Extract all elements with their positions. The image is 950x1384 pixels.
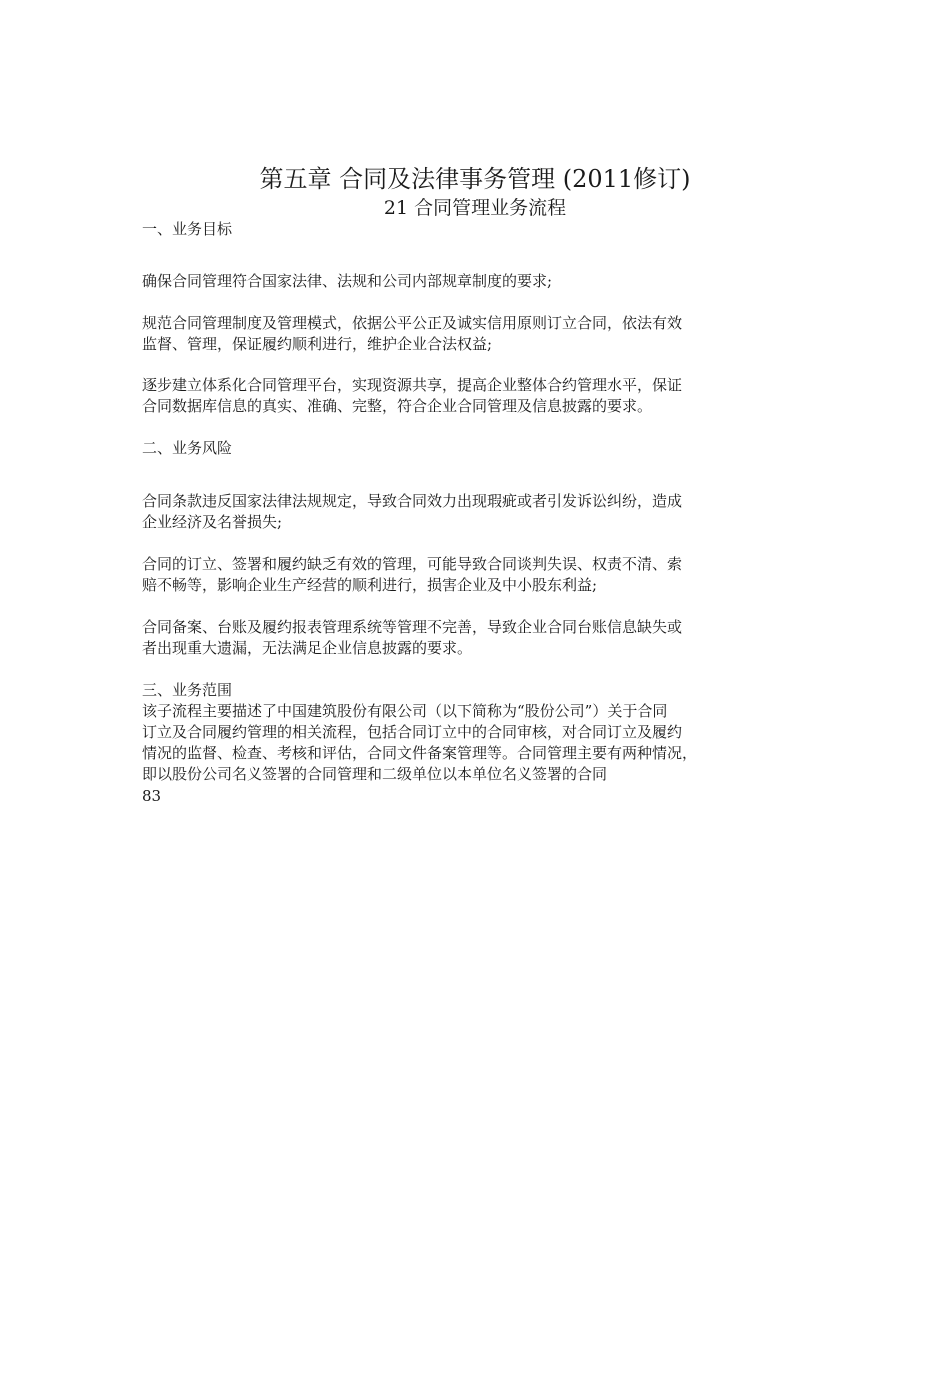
text-line: 监督、管理，保证履约顺利进行，维护企业合法权益; [142, 335, 493, 353]
chapter-title: 第五章 合同及法律事务管理 (2011修订) [259, 165, 691, 193]
text-line: 合同条款违反国家法律法规规定，导致合同效力出现瑕疵或者引发诉讼纠纷，造成 [142, 492, 683, 510]
text-line: 即以股份公司名义签署的合同管理和二级单位以本单位名义签署的合同 [142, 765, 608, 783]
text-line: 情况的监督、检查、考核和评估，合同文件备案管理等。合同管理主要有两种情况， [142, 744, 698, 762]
risk-paragraph-3 [142, 617, 822, 659]
scope-paragraph [142, 701, 822, 785]
page-number: 83 [142, 787, 162, 805]
text-line: 合同的订立、签署和履约缺乏有效的管理，可能导致合同谈判失误、权责不清、索 [142, 555, 683, 573]
goal-paragraph-3 [142, 375, 822, 417]
risk-paragraph-1 [142, 491, 822, 533]
goal-paragraph-2 [142, 313, 822, 355]
text-line: 合同备案、台账及履约报表管理系统等管理不完善，导致企业合同台账信息缺失或 [142, 618, 683, 636]
text-line: 企业经济及名誉损失; [142, 513, 283, 531]
text-line: 规范合同管理制度及管理模式，依据公平公正及诚实信用原则订立合同，依法有效 [142, 314, 683, 332]
text-line: 确保合同管理符合国家法律、法规和公司内部规章制度的要求; [142, 272, 553, 290]
section-heading-goals: 一、业务目标 [142, 220, 233, 238]
text-line: 该子流程主要描述了中国建筑股份有限公司（以下简称为“股份公司”）关于合同 [142, 702, 668, 720]
text-line: 逐步建立体系化合同管理平台，实现资源共享，提高企业整体合约管理水平，保证 [142, 376, 683, 394]
text-line: 者出现重大遗漏，无法满足企业信息披露的要求。 [142, 639, 473, 657]
text-line: 赔不畅等，影响企业生产经营的顺利进行，损害企业及中小股东利益; [142, 576, 598, 594]
text-line: 合同数据库信息的真实、准确、完整，符合企业合同管理及信息披露的要求。 [142, 397, 653, 415]
section-heading-scope: 三、业务范围 [142, 681, 233, 699]
section-heading-risks: 二、业务风险 [142, 439, 233, 457]
text-line: 订立及合同履约管理的相关流程，包括合同订立中的合同审核，对合同订立及履约 [142, 723, 683, 741]
goal-paragraph-1 [142, 271, 822, 292]
section-subtitle: 21 合同管理业务流程 [383, 197, 567, 219]
risk-paragraph-2 [142, 554, 822, 596]
